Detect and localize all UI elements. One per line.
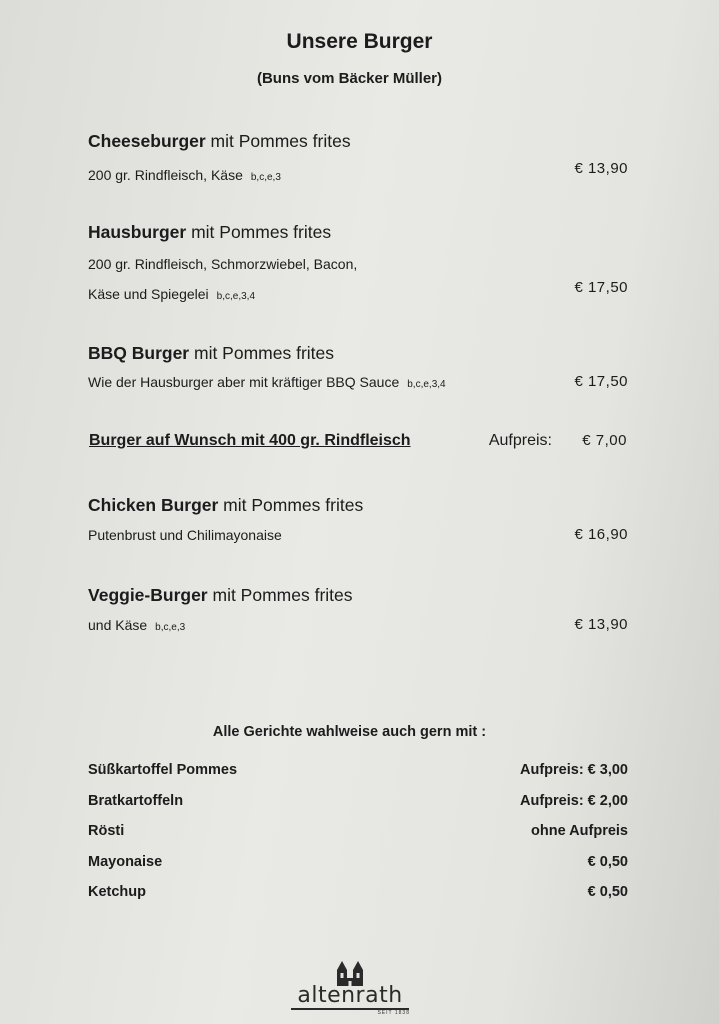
page-title: Unsere Burger xyxy=(286,30,433,53)
item-description xyxy=(88,367,628,400)
extra-price: ohne Aufpreis xyxy=(531,823,628,839)
item-name: BBQ Burger xyxy=(88,343,190,363)
upgrade-price: € 7,00 xyxy=(582,432,627,449)
item-suffix: mit Pommes frites xyxy=(207,585,353,605)
item-title xyxy=(88,130,628,152)
altenrath-logo xyxy=(290,960,410,1020)
item-price: € 17,50 xyxy=(574,373,628,390)
extra-price: € 0,50 xyxy=(587,853,628,870)
menu-item-veggie-burger xyxy=(88,584,628,643)
extra-name: Rösti xyxy=(88,823,125,839)
extra-row-mayonaise xyxy=(88,850,628,881)
item-name: Veggie-Burger xyxy=(88,585,208,605)
description-text: Käse und Spiegelei xyxy=(88,286,209,302)
extras-heading: Alle Gerichte wahlweise auch gern mit : xyxy=(212,724,487,740)
item-suffix: mit Pommes frites xyxy=(186,222,332,242)
description-text: 200 gr. Rindfleisch, Käse xyxy=(88,167,243,183)
menu-item-cheeseburger xyxy=(88,130,628,193)
burger-upgrade-option xyxy=(89,432,627,450)
extra-row-bratkartoffeln xyxy=(88,789,628,820)
extra-price: Aufpreis: € 2,00 xyxy=(520,792,628,809)
item-description xyxy=(88,610,628,643)
item-description xyxy=(88,520,628,550)
allergen-codes: b,c,e,3,4 xyxy=(216,291,256,302)
item-title xyxy=(88,494,628,516)
item-price: € 13,90 xyxy=(574,616,628,633)
extra-price: Aufpreis: € 3,00 xyxy=(520,762,628,778)
allergen-codes: b,c,e,3 xyxy=(250,172,281,183)
item-name: Chicken Burger xyxy=(88,495,219,515)
item-description xyxy=(88,249,628,279)
logo-wordmark: altenrath xyxy=(297,983,403,1008)
item-name: Cheeseburger xyxy=(88,131,206,151)
extra-row-suesskartoffel-pommes xyxy=(88,758,628,789)
surcharge-label: Aufpreis: xyxy=(488,432,552,449)
extras-list xyxy=(88,758,628,911)
item-name: Hausburger xyxy=(88,222,187,242)
menu-item-bbq-burger xyxy=(88,342,628,400)
item-suffix: mit Pommes frites xyxy=(218,495,364,515)
extra-row-ketchup xyxy=(88,880,628,911)
logo-since: SEIT 1838 xyxy=(377,1010,410,1016)
item-title xyxy=(88,221,628,243)
description-text: und Käse xyxy=(88,617,148,633)
extra-price: € 0,50 xyxy=(587,884,628,900)
upgrade-label: Burger auf Wunsch mit 400 gr. Rindfleisch xyxy=(89,432,411,449)
item-title xyxy=(88,342,628,364)
extra-name: Bratkartoffeln xyxy=(88,792,184,809)
item-title xyxy=(88,584,628,606)
item-price: € 16,90 xyxy=(574,526,628,543)
item-price: € 17,50 xyxy=(574,279,628,296)
extra-name: Mayonaise xyxy=(88,853,163,870)
page-subtitle: (Buns vom Bäcker Müller) xyxy=(256,70,443,87)
item-description xyxy=(88,279,628,312)
extra-row-roesti xyxy=(88,819,628,850)
extra-name: Süßkartoffel Pommes xyxy=(88,762,238,778)
description-text: 200 gr. Rindfleisch, Schmorzwiebel, Bacon, xyxy=(88,256,358,272)
item-suffix: mit Pommes frites xyxy=(189,343,335,363)
item-description xyxy=(88,160,628,193)
allergen-codes: b,c,e,3,4 xyxy=(407,379,446,390)
item-suffix: mit Pommes frites xyxy=(205,131,351,151)
extra-name: Ketchup xyxy=(88,884,146,900)
item-price: € 13,90 xyxy=(574,160,628,177)
description-text: Wie der Hausburger aber mit kräftiger BBQ Sauce xyxy=(88,374,400,390)
menu-item-chicken-burger xyxy=(88,494,628,550)
description-text: Putenbrust und Chilimayonaise xyxy=(88,527,282,543)
allergen-codes: b,c,e,3 xyxy=(155,622,186,633)
menu-item-hausburger xyxy=(88,221,628,312)
